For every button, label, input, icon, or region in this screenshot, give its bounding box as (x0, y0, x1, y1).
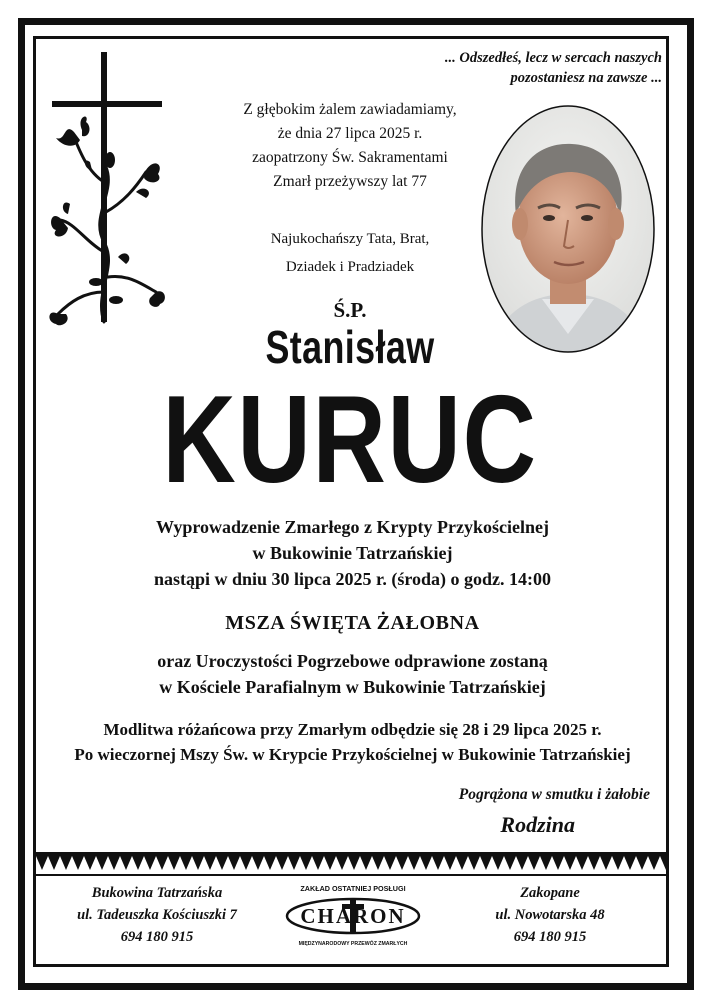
footer-left-phone: 694 180 915 (120, 929, 194, 945)
family-line-1: Najukochańszy Tata, Brat, (270, 231, 430, 247)
motto-quote (300, 48, 662, 88)
footer-right-phone: 694 180 915 (513, 929, 587, 945)
footer-office-bukowina (42, 882, 272, 948)
footer-left-street: ul. Tadeuszka Kościuszki 7 (77, 907, 237, 923)
family-line-2: Dziadek i Pradziadek (285, 259, 415, 275)
intro-line-1: Z głębokim żalem zawiadamiamy, (243, 101, 457, 118)
ceremony-info (40, 648, 665, 700)
funeral-line-1: Wyprowadzenie Zmarłego z Krypty Przykościelnej (156, 517, 549, 537)
announcement-intro (180, 98, 520, 194)
footer-right-city: Zakopane (520, 885, 580, 901)
footer-office-zakopane (440, 882, 660, 948)
ceremony-line-2: w Kościele Parafialnym w Bukowinie Tatrzańskiej (159, 677, 546, 697)
funeral-procession-info (40, 514, 665, 592)
family-relations (180, 225, 520, 281)
cross-flower-icon (46, 52, 170, 328)
ceremony-line-1: oraz Uroczystości Pogrzebowe odprawione zostaną (157, 651, 548, 671)
family-signature: Rodzina (500, 812, 575, 837)
footer-left-city: Bukowina Tatrzańska (91, 885, 223, 901)
motto-line-1: ... Odszedłeś, lecz w sercach naszych (444, 50, 662, 66)
funeral-line-3: nastąpi w dniu 30 lipca 2025 r. (środa) o godz. 14:00 (153, 569, 552, 589)
intro-line-2: że dnia 27 lipca 2025 r. (277, 125, 423, 142)
zigzag-divider (36, 852, 666, 878)
charon-logo (283, 880, 423, 950)
deceased-last-name: KURUC (162, 371, 538, 509)
funeral-mass-heading: MSZA ŚWIĘTA ŻAŁOBNA (225, 612, 480, 634)
logo-name: CHARON (300, 904, 406, 928)
logo-top-text: ZAKŁAD OSTATNIEJ POSŁUGI (300, 884, 406, 893)
rosary-info (40, 717, 665, 767)
footer-right-street: ul. Nowotarska 48 (495, 907, 605, 923)
funeral-line-2: w Bukowinie Tatrzańskiej (252, 543, 453, 563)
intro-line-4: Zmarł przeżywszy lat 77 (273, 173, 427, 190)
logo-bottom-text: MIĘDZYNARODOWY PRZEWÓZ ZMARŁYCH (298, 941, 408, 947)
deceased-first-name: Stanisław (265, 321, 435, 373)
rosary-line-1: Modlitwa różańcowa przy Zmarłym odbędzie się 28 i 29 lipca 2025 r. (103, 720, 602, 739)
mourning-note: Pogrążona w smutku i żałobie (458, 786, 650, 803)
motto-line-2: pozostaniesz na zawsze ... (510, 70, 662, 86)
deceased-portrait (480, 104, 656, 354)
intro-line-3: zaopatrzony Św. Sakramentami (252, 149, 448, 166)
rosary-line-2: Po wieczornej Mszy Św. w Krypcie Przykościelnej w Bukowinie Tatrzańskiej (74, 745, 631, 764)
deceased-prefix: Ś.P. (333, 298, 367, 322)
